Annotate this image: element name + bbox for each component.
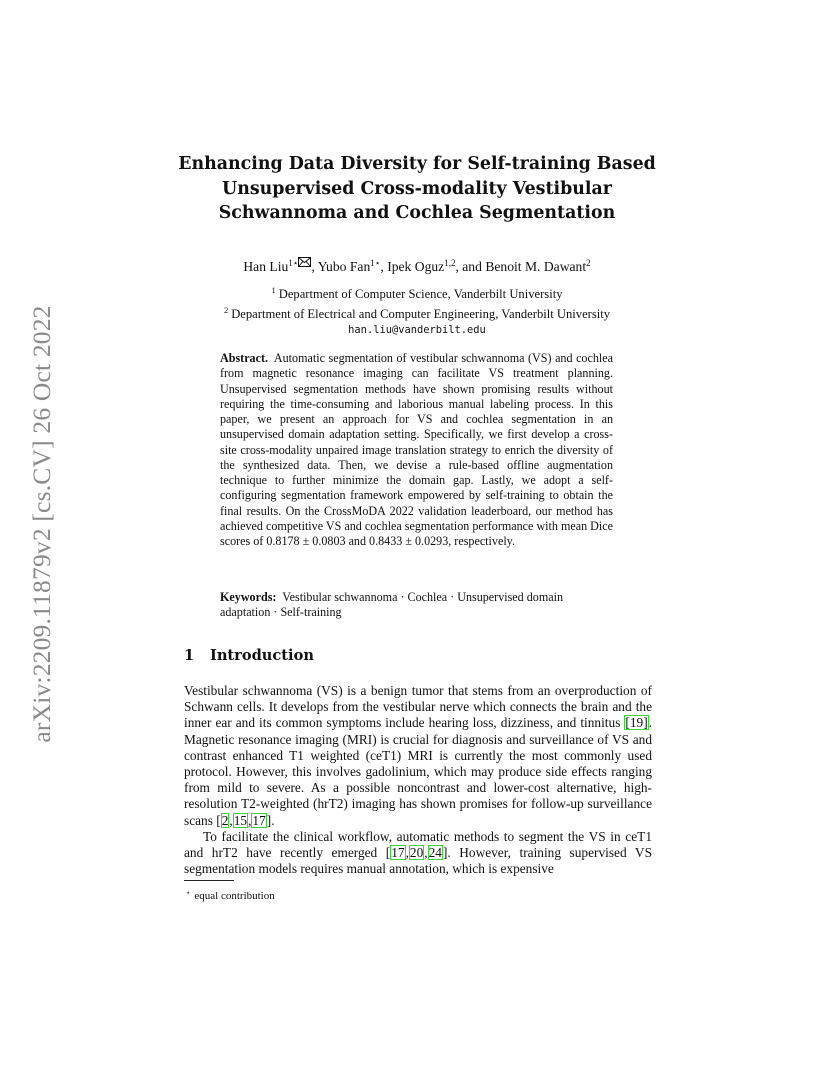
citation-link[interactable]: 2	[221, 812, 229, 828]
affiliations	[170, 282, 664, 338]
footnote-divider	[184, 880, 234, 881]
author-affiliation-mark: 1⋆	[288, 258, 311, 268]
citation-link[interactable]: 17	[252, 812, 266, 828]
citation-link[interactable]: 17	[391, 845, 405, 861]
section-title: Introduction	[210, 647, 314, 664]
footnote-mark: ⋆	[186, 889, 191, 897]
author-affiliation-mark: 2	[586, 258, 591, 268]
footnote-text: equal contribution	[194, 890, 275, 902]
keywords	[220, 590, 613, 621]
author-conjunction: and	[462, 259, 482, 274]
abstract	[220, 351, 613, 549]
citation-link[interactable]: 24	[428, 845, 442, 861]
author-affiliation-mark: 1,2	[444, 258, 456, 268]
author-name: Han Liu	[243, 259, 289, 274]
author-name: Ipek Oguz	[387, 259, 445, 274]
paper-title: Enhancing Data Diversity for Self-training Based Unsupervised Cross-modality Vestibular Schwannoma and Cochlea Segmentation	[178, 154, 656, 223]
envelope-icon	[298, 257, 311, 267]
author-name: Benoit M. Dawant	[485, 259, 587, 274]
arxiv-identifier: arXiv:2209.11879v2 [cs.CV] 26 Oct 2022	[27, 305, 56, 743]
contact-email: han.liu@vanderbilt.edu	[348, 324, 486, 336]
section-number: 1	[184, 647, 195, 664]
abstract-label: Abstract.	[220, 351, 269, 365]
paragraph: Vestibular schwannoma (VS) is a benign tumor that stems from an overproduction of Schwann cells. It develops from the vestibular nerve which connects the brain and the inner ear and its common symptoms include hearing loss, dizziness, and tinnitus [19]. Magnetic resonance imaging (MRI) is crucial for diagnosis and surveillance of VS and contrast enhanced T1 weighted (ceT1) MRI is currently the most commonly used protocol. However, this involves gadolinium, which may produce side effects ranging from mild to severe. As a possible noncontrast and lower-cost alternative, high-resolution T2-weighted (hrT2) imaging has shown promises for follow-up surveillance scans [2,15,17].	[184, 683, 652, 828]
affiliation: $^2$ Department of Electrical and Computer Engineering, Vanderbilt University	[223, 305, 611, 321]
section-heading	[184, 647, 314, 664]
author-name: Yubo Fan	[317, 259, 371, 274]
footnote	[186, 886, 275, 903]
abstract-text: Automatic segmentation of vestibular schwannoma (VS) and cochlea from magnetic resonance imaging can facilitate VS treatment planning. Unsupervised segmentation methods have shown promising results without requiring the time-consuming and laborious manual labeling process. In this paper, we present an approach for VS and cochlea segmentation in an unsupervised domain adaptation setting. Specifically, we first develop a cross-site cross-modality unpaired image translation strategy to enrich the diversity of the synthesized data. Then, we devise a rule-based offline augmentation technique to further minimize the domain gap. Lastly, we adopt a self-configuring segmentation framework empowered by self-training to obtain the final results. On the CrossMoDA 2022 validation leaderboard, our method has achieved competitive VS and cochlea segmentation performance with mean Dice scores of 0.8178 ± 0.0803 and 0.8433 ± 0.0293, respectively.	[220, 351, 614, 548]
citation-link[interactable]: [19]	[625, 715, 648, 731]
citation-link[interactable]: 20	[409, 845, 424, 861]
keywords-label: Keywords:	[220, 590, 277, 604]
keywords-text: Vestibular schwannoma · Cochlea · Unsupervised domain adaptation · Self-training	[220, 590, 564, 620]
paragraph: To facilitate the clinical workflow, automatic methods to segment the VS in ceT1 and hrT2 have recently emerged [17,20,24]. However, training supervised VS segmentation models requires manual annotation, which is expensive	[184, 828, 652, 877]
introduction-body	[184, 683, 652, 877]
author-list: Han Liu$^{1⋆}$ , Yubo Fan$^{1⋆}$, Ipek Oguz$^{1,2}$, and Benoit M. Dawant$^2$	[243, 258, 591, 274]
citation-link[interactable]: 15	[233, 812, 248, 828]
affiliation: $^1$ Department of Computer Science, Vanderbilt University	[271, 285, 563, 301]
author-affiliation-mark: 1⋆	[370, 258, 381, 268]
